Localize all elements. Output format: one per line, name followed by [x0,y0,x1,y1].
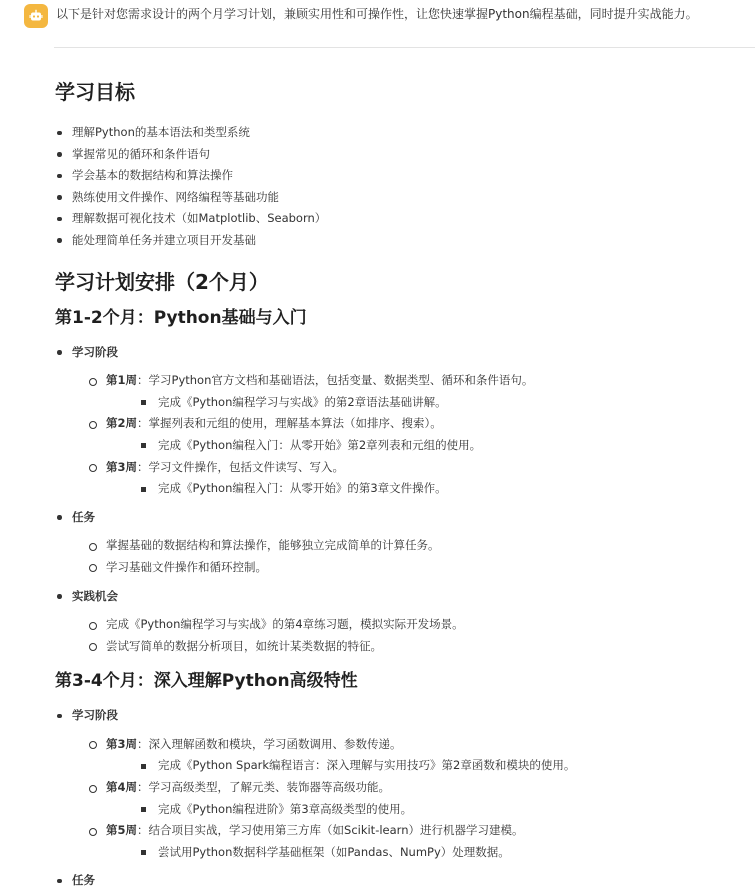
divider [54,47,755,48]
section-practice [55,586,745,658]
week-label: 第3周 [106,736,138,751]
week-label: 第5周 [106,823,138,838]
plan-heading: 学习计划安排（2个月） [55,269,269,294]
list-item: 理解数据可视化技术（如Matplotlib、Seaborn） [55,208,745,230]
section-label: 任务 [72,873,95,888]
week-label: 第2周 [106,416,138,431]
month2-sections [55,705,745,889]
week-subitem: 完成《Python Spark编程语言：深入理解与实用技巧》第2章函数和模块的使用。 [106,755,745,777]
practice-item: 完成《Python编程学习与实战》的第4章练习题，模拟实际开发场景。 [72,614,745,636]
goals-list [55,122,745,252]
week-text: ：学习Python官方文档和基础语法，包括变量、数据类型、循环和条件语句。 [137,373,534,388]
intro-text: 以下是针对您需求设计的两个月学习计划，兼顾实用性和可操作性，让您快速掌握Python编程基础，同时提升实战能力。 [56,7,698,21]
week-subitem: 尝试用Python数据科学基础框架（如Pandas、NumPy）处理数据。 [106,842,745,864]
week-text: ：学习高级类型，了解元类、装饰器等高级功能。 [137,780,391,795]
week-item [72,370,745,413]
section-label: 学习阶段 [72,708,118,723]
section-study [55,705,745,863]
week-text: ：深入理解函数和模块，学习函数调用、参数传递。 [137,736,402,751]
assistant-avatar [24,4,48,28]
month2-heading: 第3-4个月：深入理解Python高级特性 [55,671,358,692]
goals-heading: 学习目标 [55,80,135,104]
week-subitem: 完成《Python编程学习与实战》的第2章语法基础讲解。 [106,392,745,414]
week-label: 第4周 [106,780,138,795]
list-item: 熟练使用文件操作、网络编程等基础功能 [55,187,745,209]
robot-icon [29,9,43,23]
week-item [72,820,745,863]
section-label: 任务 [72,509,95,524]
task-list [72,535,745,578]
section-study [55,342,745,500]
assistant-message-header [24,4,698,28]
week-item [72,457,745,500]
week-list [72,370,745,500]
list-item: 掌握常见的循环和条件语句 [55,144,745,166]
week-item [72,413,745,456]
task-item: 掌握基础的数据结构和算法操作，能够独立完成简单的计算任务。 [72,535,745,557]
week-subitem: 完成《Python编程入门：从零开始》的第3章文件操作。 [106,478,745,500]
month1-heading: 第1-2个月：Python基础与入门 [55,307,307,328]
task-item: 学习基础文件操作和循环控制。 [72,557,745,579]
section-tasks [55,870,745,889]
section-label: 学习阶段 [72,344,118,359]
message-content [55,76,745,889]
week-subitem: 完成《Python编程入门：从零开始》第2章列表和元组的使用。 [106,435,745,457]
practice-list [72,614,745,657]
week-label: 第3周 [106,459,138,474]
week-item [72,777,745,820]
week-text: ：结合项目实战，学习使用第三方库（如Scikit-learn）进行机器学习建模。 [137,823,524,838]
week-subitem: 完成《Python编程进阶》第3章高级类型的使用。 [106,799,745,821]
practice-item: 尝试写简单的数据分析项目，如统计某类数据的特征。 [72,636,745,658]
month1-sections [55,342,745,658]
list-item: 理解Python的基本语法和类型系统 [55,122,745,144]
section-tasks [55,507,745,579]
week-item [72,734,745,777]
week-text: ：掌握列表和元组的使用，理解基本算法（如排序、搜索）。 [137,416,442,431]
week-list [72,734,745,864]
section-label: 实践机会 [72,588,118,603]
week-text: ：学习文件操作，包括文件读写、写入。 [137,459,345,474]
list-item: 学会基本的数据结构和算法操作 [55,165,745,187]
week-label: 第1周 [106,373,138,388]
list-item: 能处理简单任务并建立项目开发基础 [55,230,745,252]
